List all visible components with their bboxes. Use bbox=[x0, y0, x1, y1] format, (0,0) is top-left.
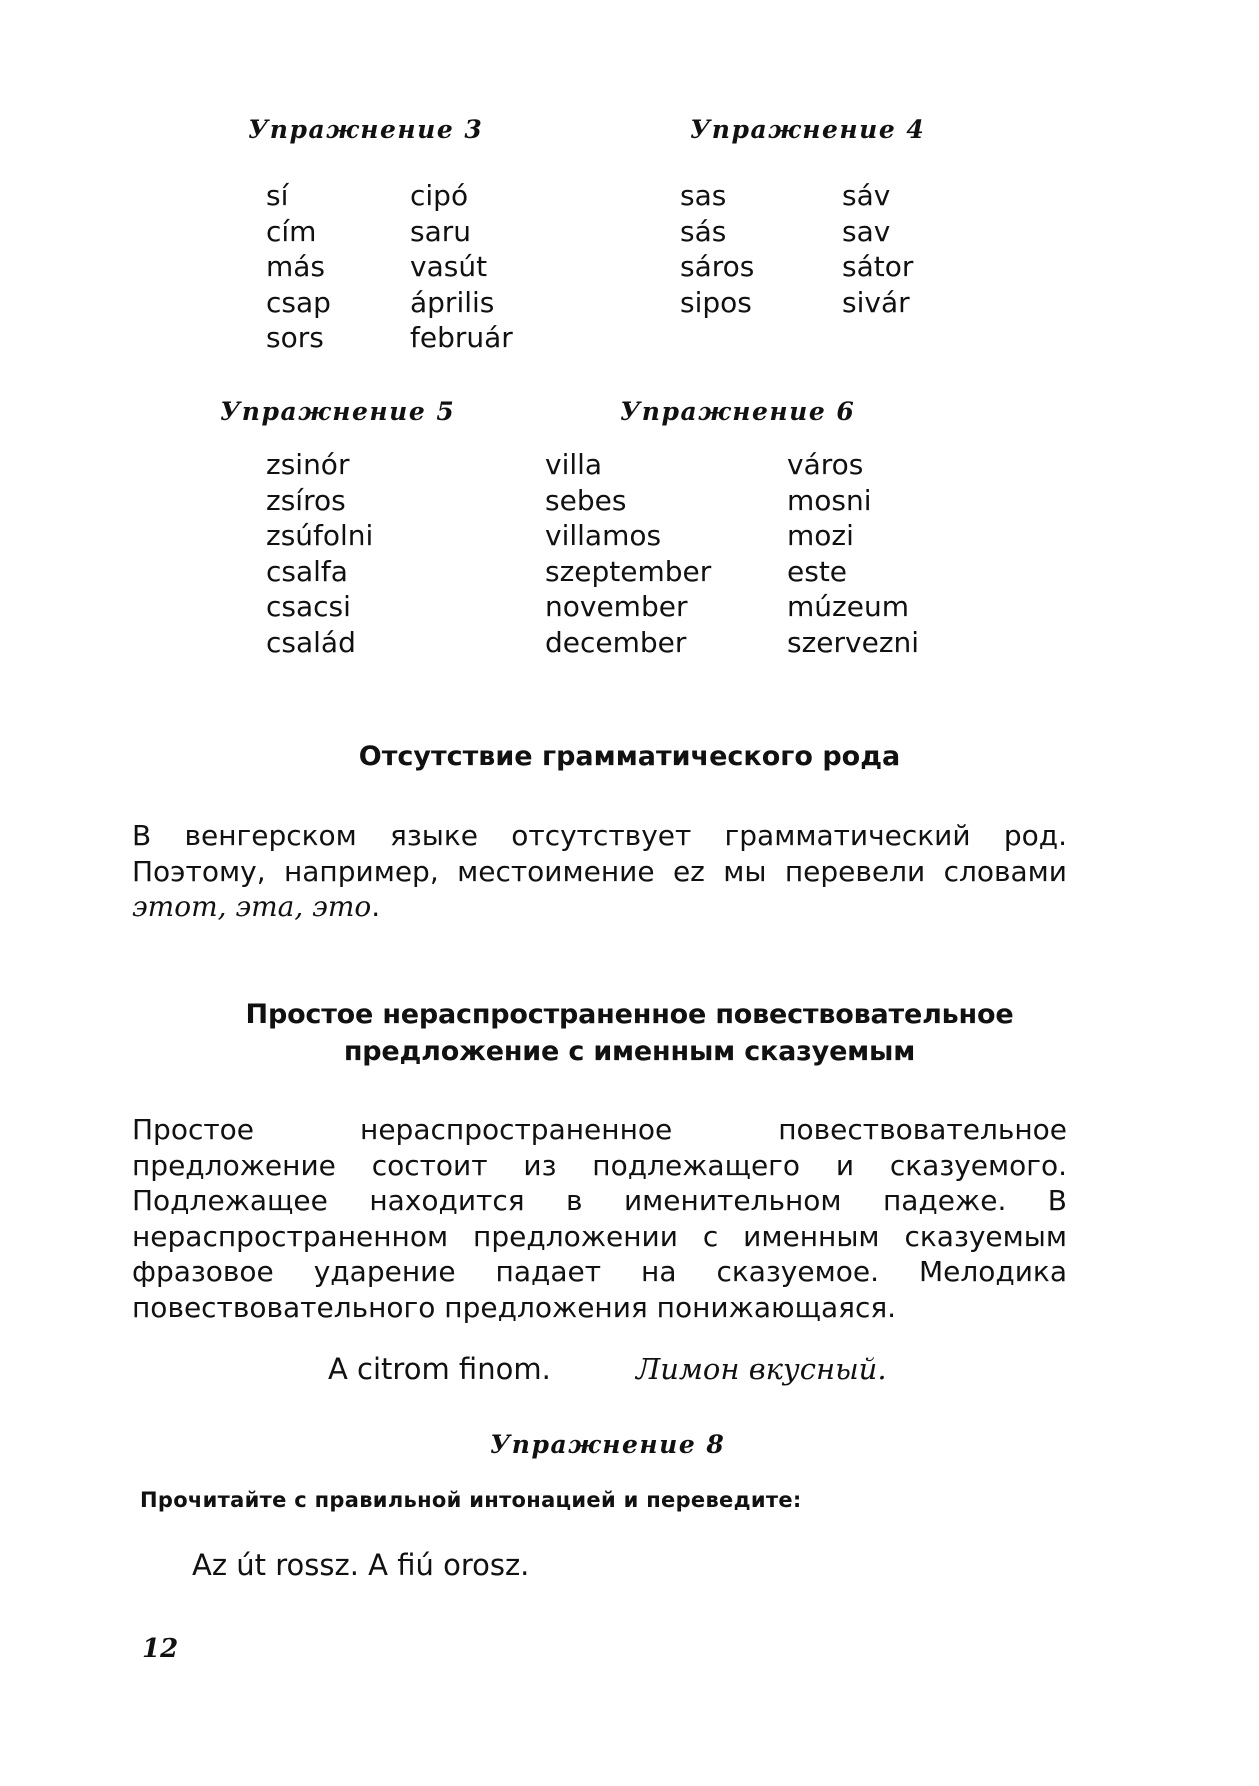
section-title-line-1: Простое нераспространенное повествовательное bbox=[245, 999, 1014, 1030]
word: sav bbox=[842, 214, 891, 248]
word: sí bbox=[266, 179, 289, 212]
word: vasút bbox=[410, 250, 488, 283]
word: villamos bbox=[545, 519, 662, 552]
word: szeptember bbox=[545, 554, 712, 588]
exercise-3-column-2 bbox=[410, 178, 513, 356]
word: április bbox=[410, 285, 495, 319]
example-hungarian: A citrom finom. bbox=[328, 1352, 551, 1386]
section-title-grammatical-gender: Отсутствие грамматического рода bbox=[358, 741, 901, 772]
word: más bbox=[266, 250, 326, 283]
paragraph-text: В венгерском языке отсутствует грамматический род. Поэтому, например, местоимение ez мы перевели словами bbox=[132, 819, 1067, 888]
word: csap bbox=[266, 285, 331, 319]
word: sipos bbox=[680, 285, 752, 319]
word: villa bbox=[545, 448, 603, 481]
section-title-line-2: предложение с именным сказуемым bbox=[343, 1036, 916, 1067]
word: sátor bbox=[842, 250, 914, 283]
exercise-6-column-2 bbox=[787, 447, 919, 660]
word: zsinór bbox=[266, 448, 350, 481]
paragraph-end: . bbox=[371, 890, 381, 923]
word: csacsi bbox=[266, 590, 351, 623]
exercise-4-column-1 bbox=[680, 178, 754, 320]
word: saru bbox=[410, 214, 472, 248]
exercise-5-heading: Упражнение 5 bbox=[220, 397, 456, 426]
exercise-3-heading: Упражнение 3 bbox=[248, 115, 484, 144]
word: sebes bbox=[545, 483, 627, 517]
exercise-3-column-1 bbox=[266, 178, 331, 356]
word: sas bbox=[680, 179, 727, 212]
example-russian: Лимон вкусный. bbox=[636, 1352, 887, 1386]
word: sáv bbox=[842, 179, 891, 212]
exercise-8-instruction: Прочитайте с правильной интонацией и переведите: bbox=[140, 1488, 802, 1512]
page-number: 12 bbox=[142, 1634, 179, 1664]
word: cipó bbox=[410, 179, 469, 212]
word: város bbox=[787, 448, 864, 481]
word: zsíros bbox=[266, 483, 346, 517]
exercise-4-heading: Упражнение 4 bbox=[690, 115, 926, 144]
word: sivár bbox=[842, 285, 910, 319]
word: cím bbox=[266, 214, 317, 248]
word: mosni bbox=[787, 483, 872, 517]
word: család bbox=[266, 625, 356, 659]
word: szervezni bbox=[787, 625, 920, 659]
exercise-6-heading: Упражнение 6 bbox=[620, 397, 856, 426]
section-paragraph-grammatical-gender bbox=[132, 818, 1067, 925]
exercise-6-column-1 bbox=[545, 447, 711, 660]
word: sáros bbox=[680, 250, 755, 283]
word: sás bbox=[680, 214, 727, 248]
word: február bbox=[410, 321, 513, 354]
word: november bbox=[545, 590, 688, 623]
word: mozi bbox=[787, 519, 854, 552]
word: este bbox=[787, 554, 848, 588]
exercise-4-column-2 bbox=[842, 178, 913, 320]
exercise-8-heading: Упражнение 8 bbox=[490, 1430, 726, 1459]
word: csalfa bbox=[266, 554, 348, 588]
word: sors bbox=[266, 321, 324, 354]
section-paragraph-simple-sentence: Простое нераспространенное повествовательное предложение состоит из подлежащего и сказуемого. Подлежащее находится в именительном падеже. В нераспространенном предложении с именным сказуемым фразовое ударение падает на сказуемое. Мелодика повествовательного предложения понижающаяся. bbox=[132, 1113, 1067, 1324]
exercise-8-text: Az út rossz. A fiú orosz. bbox=[192, 1548, 530, 1582]
word: zsúfolni bbox=[266, 519, 374, 552]
word: december bbox=[545, 625, 687, 659]
exercise-5-column-1 bbox=[266, 447, 373, 660]
word: múzeum bbox=[787, 590, 909, 623]
paragraph-italic-pronouns: этот, эта, это bbox=[132, 890, 372, 923]
